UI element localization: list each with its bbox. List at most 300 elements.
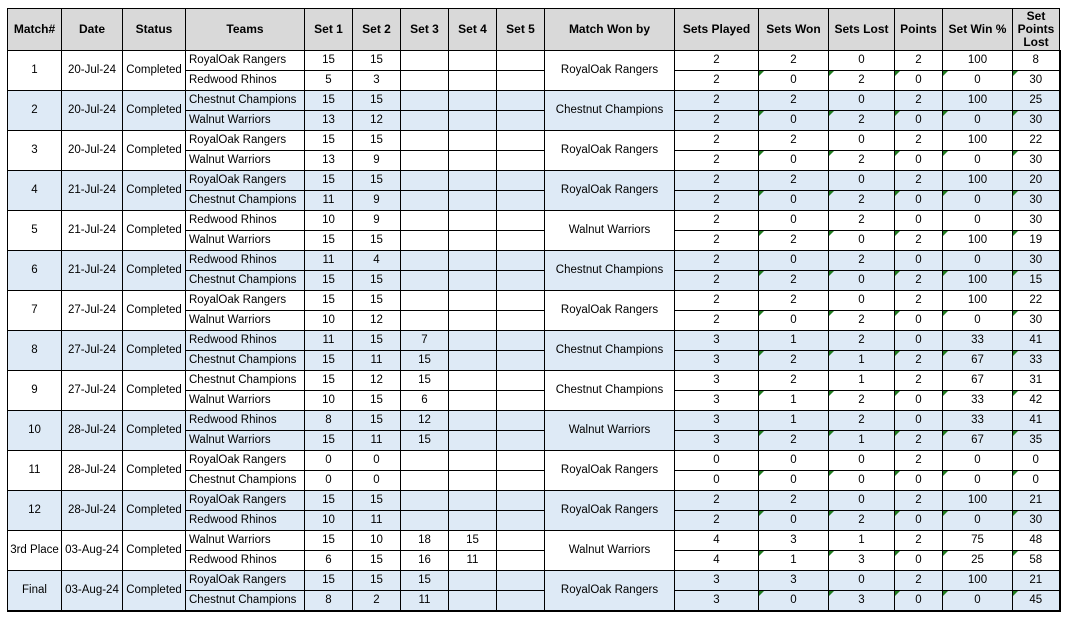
set-score-cell[interactable] — [497, 251, 545, 271]
set-score-cell[interactable] — [497, 171, 545, 191]
sets-played-cell[interactable]: 2 — [675, 311, 759, 331]
set-score-cell[interactable]: 11 — [353, 351, 401, 371]
sets-lost-cell[interactable]: 2 — [829, 331, 895, 351]
match-number-cell[interactable]: 2 — [8, 91, 62, 131]
set-win-pct-cell[interactable]: 67 — [943, 351, 1013, 371]
set-score-cell[interactable] — [449, 91, 497, 111]
set-score-cell[interactable] — [449, 271, 497, 291]
match-status-cell[interactable]: Completed — [123, 491, 186, 531]
sets-played-cell[interactable]: 2 — [675, 211, 759, 231]
set-score-cell[interactable]: 15 — [401, 371, 449, 391]
set-score-cell[interactable]: 3 — [353, 71, 401, 91]
points-cell[interactable]: 2 — [895, 51, 943, 71]
set-score-cell[interactable] — [497, 231, 545, 251]
set-score-cell[interactable]: 15 — [305, 431, 353, 451]
match-date-cell[interactable]: 27-Jul-24 — [62, 291, 123, 331]
set-score-cell[interactable] — [401, 491, 449, 511]
set-score-cell[interactable]: 0 — [305, 451, 353, 471]
match-winner-cell[interactable]: Chestnut Champions — [545, 91, 675, 131]
match-date-cell[interactable]: 28-Jul-24 — [62, 491, 123, 531]
sets-won-cell[interactable]: 3 — [759, 531, 829, 551]
match-status-cell[interactable]: Completed — [123, 371, 186, 411]
column-header-date[interactable]: Date — [62, 9, 123, 51]
column-header-match[interactable]: Match# — [8, 9, 62, 51]
set-score-cell[interactable] — [497, 531, 545, 551]
set-win-pct-cell[interactable]: 100 — [943, 291, 1013, 311]
sets-played-cell[interactable]: 3 — [675, 331, 759, 351]
set-points-lost-cell[interactable]: 41 — [1013, 331, 1060, 351]
sets-played-cell[interactable]: 3 — [675, 391, 759, 411]
points-cell[interactable]: 2 — [895, 571, 943, 591]
set-score-cell[interactable]: 15 — [305, 51, 353, 71]
set-points-lost-cell[interactable]: 30 — [1013, 511, 1060, 531]
sets-lost-cell[interactable]: 2 — [829, 251, 895, 271]
match-date-cell[interactable]: 21-Jul-24 — [62, 211, 123, 251]
match-date-cell[interactable]: 28-Jul-24 — [62, 411, 123, 451]
points-cell[interactable]: 0 — [895, 211, 943, 231]
sets-lost-cell[interactable]: 0 — [829, 451, 895, 471]
set-win-pct-cell[interactable]: 33 — [943, 391, 1013, 411]
sets-lost-cell[interactable]: 2 — [829, 211, 895, 231]
points-cell[interactable]: 0 — [895, 511, 943, 531]
match-status-cell[interactable]: Completed — [123, 531, 186, 571]
set-score-cell[interactable] — [401, 291, 449, 311]
team-name-cell[interactable]: Walnut Warriors — [186, 431, 305, 451]
set-score-cell[interactable]: 8 — [305, 591, 353, 612]
sets-won-cell[interactable]: 1 — [759, 331, 829, 351]
sets-played-cell[interactable]: 3 — [675, 571, 759, 591]
points-cell[interactable]: 2 — [895, 351, 943, 371]
team-name-cell[interactable]: Walnut Warriors — [186, 151, 305, 171]
team-name-cell[interactable]: Walnut Warriors — [186, 531, 305, 551]
set-score-cell[interactable]: 15 — [305, 571, 353, 591]
set-score-cell[interactable] — [401, 151, 449, 171]
set-win-pct-cell[interactable]: 33 — [943, 331, 1013, 351]
sets-played-cell[interactable]: 3 — [675, 411, 759, 431]
sets-played-cell[interactable]: 4 — [675, 531, 759, 551]
set-score-cell[interactable] — [497, 311, 545, 331]
team-name-cell[interactable]: Chestnut Champions — [186, 591, 305, 612]
set-score-cell[interactable]: 11 — [401, 591, 449, 612]
set-score-cell[interactable] — [401, 191, 449, 211]
sets-lost-cell[interactable]: 0 — [829, 291, 895, 311]
sets-won-cell[interactable]: 0 — [759, 111, 829, 131]
set-score-cell[interactable]: 12 — [353, 111, 401, 131]
set-score-cell[interactable]: 12 — [353, 311, 401, 331]
set-score-cell[interactable] — [401, 131, 449, 151]
team-name-cell[interactable]: Walnut Warriors — [186, 311, 305, 331]
set-win-pct-cell[interactable]: 100 — [943, 51, 1013, 71]
set-win-pct-cell[interactable]: 0 — [943, 471, 1013, 491]
set-points-lost-cell[interactable]: 30 — [1013, 71, 1060, 91]
points-cell[interactable]: 2 — [895, 491, 943, 511]
sets-played-cell[interactable]: 2 — [675, 171, 759, 191]
set-score-cell[interactable] — [449, 111, 497, 131]
set-points-lost-cell[interactable]: 30 — [1013, 211, 1060, 231]
sets-played-cell[interactable]: 2 — [675, 71, 759, 91]
set-score-cell[interactable]: 5 — [305, 71, 353, 91]
sets-lost-cell[interactable]: 0 — [829, 51, 895, 71]
set-score-cell[interactable]: 2 — [353, 591, 401, 612]
set-win-pct-cell[interactable]: 75 — [943, 531, 1013, 551]
set-win-pct-cell[interactable]: 0 — [943, 151, 1013, 171]
team-name-cell[interactable]: Chestnut Champions — [186, 351, 305, 371]
match-number-cell[interactable]: 7 — [8, 291, 62, 331]
set-score-cell[interactable] — [497, 211, 545, 231]
set-win-pct-cell[interactable]: 100 — [943, 231, 1013, 251]
set-score-cell[interactable] — [401, 271, 449, 291]
sets-won-cell[interactable]: 1 — [759, 391, 829, 411]
set-score-cell[interactable] — [401, 91, 449, 111]
sets-won-cell[interactable]: 2 — [759, 491, 829, 511]
set-score-cell[interactable]: 15 — [353, 331, 401, 351]
set-win-pct-cell[interactable]: 100 — [943, 131, 1013, 151]
sets-won-cell[interactable]: 2 — [759, 91, 829, 111]
points-cell[interactable]: 2 — [895, 231, 943, 251]
match-date-cell[interactable]: 27-Jul-24 — [62, 371, 123, 411]
points-cell[interactable]: 0 — [895, 151, 943, 171]
set-points-lost-cell[interactable]: 58 — [1013, 551, 1060, 571]
set-win-pct-cell[interactable]: 0 — [943, 451, 1013, 471]
team-name-cell[interactable]: Redwood Rhinos — [186, 71, 305, 91]
column-header-set-1[interactable]: Set 1 — [305, 9, 353, 51]
set-win-pct-cell[interactable]: 0 — [943, 311, 1013, 331]
set-score-cell[interactable]: 15 — [305, 231, 353, 251]
set-win-pct-cell[interactable]: 33 — [943, 411, 1013, 431]
sets-won-cell[interactable]: 0 — [759, 591, 829, 612]
set-score-cell[interactable] — [401, 231, 449, 251]
set-score-cell[interactable]: 0 — [305, 471, 353, 491]
team-name-cell[interactable]: RoyalOak Rangers — [186, 51, 305, 71]
points-cell[interactable]: 0 — [895, 111, 943, 131]
set-score-cell[interactable]: 16 — [401, 551, 449, 571]
set-score-cell[interactable]: 13 — [305, 111, 353, 131]
set-win-pct-cell[interactable]: 100 — [943, 571, 1013, 591]
set-score-cell[interactable]: 11 — [305, 191, 353, 211]
set-win-pct-cell[interactable]: 0 — [943, 591, 1013, 612]
sets-lost-cell[interactable]: 1 — [829, 431, 895, 451]
match-winner-cell[interactable]: Chestnut Champions — [545, 371, 675, 411]
set-score-cell[interactable] — [449, 51, 497, 71]
sets-played-cell[interactable]: 2 — [675, 231, 759, 251]
sets-lost-cell[interactable]: 2 — [829, 391, 895, 411]
sets-lost-cell[interactable]: 3 — [829, 551, 895, 571]
column-header-sets-lost[interactable]: Sets Lost — [829, 9, 895, 51]
set-score-cell[interactable]: 11 — [305, 251, 353, 271]
set-score-cell[interactable] — [449, 571, 497, 591]
match-number-cell[interactable]: 10 — [8, 411, 62, 451]
sets-lost-cell[interactable]: 0 — [829, 571, 895, 591]
team-name-cell[interactable]: Walnut Warriors — [186, 391, 305, 411]
set-score-cell[interactable] — [497, 451, 545, 471]
match-number-cell[interactable]: 11 — [8, 451, 62, 491]
set-score-cell[interactable]: 15 — [353, 551, 401, 571]
sets-lost-cell[interactable]: 2 — [829, 71, 895, 91]
match-date-cell[interactable]: 21-Jul-24 — [62, 251, 123, 291]
set-points-lost-cell[interactable]: 30 — [1013, 111, 1060, 131]
set-score-cell[interactable]: 9 — [353, 191, 401, 211]
set-score-cell[interactable]: 8 — [305, 411, 353, 431]
set-score-cell[interactable]: 15 — [305, 271, 353, 291]
sets-lost-cell[interactable]: 1 — [829, 351, 895, 371]
set-win-pct-cell[interactable]: 0 — [943, 211, 1013, 231]
sets-lost-cell[interactable]: 0 — [829, 231, 895, 251]
set-score-cell[interactable]: 9 — [353, 151, 401, 171]
sets-played-cell[interactable]: 3 — [675, 351, 759, 371]
match-number-cell[interactable]: 3 — [8, 131, 62, 171]
sets-played-cell[interactable]: 0 — [675, 451, 759, 471]
set-score-cell[interactable]: 15 — [401, 431, 449, 451]
set-score-cell[interactable] — [401, 171, 449, 191]
set-score-cell[interactable] — [449, 211, 497, 231]
set-score-cell[interactable] — [449, 411, 497, 431]
match-date-cell[interactable]: 03-Aug-24 — [62, 571, 123, 612]
sets-won-cell[interactable]: 0 — [759, 311, 829, 331]
set-score-cell[interactable] — [497, 551, 545, 571]
column-header-set-points-lost[interactable]: Set Points Lost — [1013, 9, 1060, 51]
set-win-pct-cell[interactable]: 100 — [943, 91, 1013, 111]
set-score-cell[interactable]: 15 — [401, 571, 449, 591]
set-score-cell[interactable]: 12 — [401, 411, 449, 431]
match-status-cell[interactable]: Completed — [123, 91, 186, 131]
match-winner-cell[interactable]: Walnut Warriors — [545, 411, 675, 451]
sets-won-cell[interactable]: 0 — [759, 451, 829, 471]
sets-lost-cell[interactable]: 1 — [829, 531, 895, 551]
sets-won-cell[interactable]: 0 — [759, 71, 829, 91]
set-win-pct-cell[interactable]: 100 — [943, 271, 1013, 291]
set-score-cell[interactable]: 15 — [305, 131, 353, 151]
set-score-cell[interactable] — [497, 351, 545, 371]
set-win-pct-cell[interactable]: 0 — [943, 251, 1013, 271]
set-score-cell[interactable]: 15 — [401, 351, 449, 371]
set-score-cell[interactable]: 15 — [305, 291, 353, 311]
set-score-cell[interactable]: 18 — [401, 531, 449, 551]
match-winner-cell[interactable]: RoyalOak Rangers — [545, 171, 675, 211]
set-score-cell[interactable]: 10 — [305, 511, 353, 531]
set-win-pct-cell[interactable]: 100 — [943, 491, 1013, 511]
sets-lost-cell[interactable]: 2 — [829, 511, 895, 531]
sets-won-cell[interactable]: 0 — [759, 151, 829, 171]
match-date-cell[interactable]: 20-Jul-24 — [62, 131, 123, 171]
set-score-cell[interactable]: 15 — [353, 271, 401, 291]
set-score-cell[interactable]: 10 — [353, 531, 401, 551]
set-score-cell[interactable]: 15 — [353, 51, 401, 71]
set-score-cell[interactable] — [497, 511, 545, 531]
set-points-lost-cell[interactable]: 30 — [1013, 251, 1060, 271]
team-name-cell[interactable]: RoyalOak Rangers — [186, 571, 305, 591]
match-status-cell[interactable]: Completed — [123, 171, 186, 211]
set-score-cell[interactable] — [497, 471, 545, 491]
sets-won-cell[interactable]: 0 — [759, 511, 829, 531]
set-score-cell[interactable] — [497, 91, 545, 111]
match-winner-cell[interactable]: RoyalOak Rangers — [545, 571, 675, 612]
match-winner-cell[interactable]: RoyalOak Rangers — [545, 491, 675, 531]
sets-lost-cell[interactable]: 2 — [829, 411, 895, 431]
set-score-cell[interactable]: 11 — [353, 511, 401, 531]
sets-played-cell[interactable]: 2 — [675, 51, 759, 71]
team-name-cell[interactable]: Redwood Rhinos — [186, 331, 305, 351]
sets-won-cell[interactable]: 3 — [759, 571, 829, 591]
points-cell[interactable]: 0 — [895, 191, 943, 211]
set-score-cell[interactable] — [497, 131, 545, 151]
match-number-cell[interactable]: 12 — [8, 491, 62, 531]
sets-lost-cell[interactable]: 0 — [829, 471, 895, 491]
match-status-cell[interactable]: Completed — [123, 571, 186, 612]
set-score-cell[interactable] — [401, 71, 449, 91]
set-score-cell[interactable] — [449, 251, 497, 271]
column-header-set-4[interactable]: Set 4 — [449, 9, 497, 51]
match-winner-cell[interactable]: Chestnut Champions — [545, 251, 675, 291]
set-points-lost-cell[interactable]: 22 — [1013, 291, 1060, 311]
team-name-cell[interactable]: Chestnut Champions — [186, 91, 305, 111]
set-score-cell[interactable]: 11 — [353, 431, 401, 451]
set-win-pct-cell[interactable]: 0 — [943, 71, 1013, 91]
sets-played-cell[interactable]: 2 — [675, 491, 759, 511]
set-score-cell[interactable] — [497, 271, 545, 291]
sets-won-cell[interactable]: 2 — [759, 51, 829, 71]
set-score-cell[interactable]: 0 — [353, 451, 401, 471]
set-score-cell[interactable]: 6 — [401, 391, 449, 411]
sets-played-cell[interactable]: 4 — [675, 551, 759, 571]
column-header-set-3[interactable]: Set 3 — [401, 9, 449, 51]
match-status-cell[interactable]: Completed — [123, 131, 186, 171]
column-header-sets-won[interactable]: Sets Won — [759, 9, 829, 51]
set-score-cell[interactable] — [497, 331, 545, 351]
points-cell[interactable]: 0 — [895, 591, 943, 612]
set-score-cell[interactable] — [497, 571, 545, 591]
sets-won-cell[interactable]: 2 — [759, 131, 829, 151]
sets-won-cell[interactable]: 2 — [759, 351, 829, 371]
points-cell[interactable]: 2 — [895, 171, 943, 191]
sets-played-cell[interactable]: 2 — [675, 111, 759, 131]
sets-won-cell[interactable]: 2 — [759, 271, 829, 291]
sets-lost-cell[interactable]: 0 — [829, 271, 895, 291]
set-score-cell[interactable]: 15 — [305, 171, 353, 191]
sets-won-cell[interactable]: 0 — [759, 471, 829, 491]
set-score-cell[interactable]: 15 — [305, 531, 353, 551]
set-score-cell[interactable]: 11 — [305, 331, 353, 351]
set-score-cell[interactable] — [497, 51, 545, 71]
sets-played-cell[interactable]: 2 — [675, 511, 759, 531]
set-points-lost-cell[interactable]: 15 — [1013, 271, 1060, 291]
set-score-cell[interactable] — [449, 231, 497, 251]
team-name-cell[interactable]: RoyalOak Rangers — [186, 171, 305, 191]
sets-played-cell[interactable]: 2 — [675, 151, 759, 171]
set-score-cell[interactable]: 15 — [353, 171, 401, 191]
match-status-cell[interactable]: Completed — [123, 211, 186, 251]
team-name-cell[interactable]: Chestnut Champions — [186, 471, 305, 491]
column-header-set-2[interactable]: Set 2 — [353, 9, 401, 51]
sets-played-cell[interactable]: 0 — [675, 471, 759, 491]
sets-played-cell[interactable]: 3 — [675, 591, 759, 612]
set-score-cell[interactable]: 11 — [449, 551, 497, 571]
set-score-cell[interactable] — [497, 291, 545, 311]
set-score-cell[interactable]: 7 — [401, 331, 449, 351]
set-score-cell[interactable] — [449, 511, 497, 531]
match-number-cell[interactable]: 3rd Place — [8, 531, 62, 571]
set-points-lost-cell[interactable]: 21 — [1013, 491, 1060, 511]
sets-won-cell[interactable]: 1 — [759, 411, 829, 431]
sets-won-cell[interactable]: 2 — [759, 171, 829, 191]
set-score-cell[interactable]: 10 — [305, 391, 353, 411]
set-points-lost-cell[interactable]: 35 — [1013, 431, 1060, 451]
set-points-lost-cell[interactable]: 48 — [1013, 531, 1060, 551]
set-win-pct-cell[interactable]: 100 — [943, 171, 1013, 191]
points-cell[interactable]: 0 — [895, 551, 943, 571]
set-score-cell[interactable]: 13 — [305, 151, 353, 171]
column-header-sets-played[interactable]: Sets Played — [675, 9, 759, 51]
set-score-cell[interactable]: 15 — [305, 491, 353, 511]
points-cell[interactable]: 0 — [895, 391, 943, 411]
set-score-cell[interactable] — [449, 471, 497, 491]
set-score-cell[interactable] — [401, 511, 449, 531]
set-score-cell[interactable] — [497, 431, 545, 451]
set-points-lost-cell[interactable]: 30 — [1013, 311, 1060, 331]
match-number-cell[interactable]: 6 — [8, 251, 62, 291]
sets-won-cell[interactable]: 2 — [759, 431, 829, 451]
team-name-cell[interactable]: RoyalOak Rangers — [186, 131, 305, 151]
team-name-cell[interactable]: Walnut Warriors — [186, 231, 305, 251]
sets-won-cell[interactable]: 2 — [759, 371, 829, 391]
match-number-cell[interactable]: 8 — [8, 331, 62, 371]
set-win-pct-cell[interactable]: 67 — [943, 371, 1013, 391]
sets-won-cell[interactable]: 2 — [759, 231, 829, 251]
set-score-cell[interactable] — [449, 311, 497, 331]
sets-lost-cell[interactable]: 2 — [829, 191, 895, 211]
sets-lost-cell[interactable]: 3 — [829, 591, 895, 612]
points-cell[interactable]: 2 — [895, 291, 943, 311]
match-winner-cell[interactable]: RoyalOak Rangers — [545, 451, 675, 491]
match-date-cell[interactable]: 21-Jul-24 — [62, 171, 123, 211]
team-name-cell[interactable]: Redwood Rhinos — [186, 551, 305, 571]
sets-played-cell[interactable]: 3 — [675, 431, 759, 451]
match-date-cell[interactable]: 20-Jul-24 — [62, 91, 123, 131]
sets-lost-cell[interactable]: 0 — [829, 171, 895, 191]
points-cell[interactable]: 0 — [895, 471, 943, 491]
sets-won-cell[interactable]: 0 — [759, 211, 829, 231]
set-score-cell[interactable] — [497, 71, 545, 91]
points-cell[interactable]: 2 — [895, 431, 943, 451]
set-win-pct-cell[interactable]: 0 — [943, 511, 1013, 531]
set-score-cell[interactable]: 10 — [305, 211, 353, 231]
sets-lost-cell[interactable]: 0 — [829, 131, 895, 151]
set-points-lost-cell[interactable]: 41 — [1013, 411, 1060, 431]
sets-played-cell[interactable]: 2 — [675, 291, 759, 311]
set-score-cell[interactable]: 15 — [353, 391, 401, 411]
column-header-points[interactable]: Points — [895, 9, 943, 51]
sets-lost-cell[interactable]: 0 — [829, 491, 895, 511]
set-points-lost-cell[interactable]: 22 — [1013, 131, 1060, 151]
points-cell[interactable]: 0 — [895, 331, 943, 351]
set-points-lost-cell[interactable]: 30 — [1013, 191, 1060, 211]
set-points-lost-cell[interactable]: 0 — [1013, 471, 1060, 491]
team-name-cell[interactable]: Walnut Warriors — [186, 111, 305, 131]
sets-lost-cell[interactable]: 2 — [829, 111, 895, 131]
match-status-cell[interactable]: Completed — [123, 411, 186, 451]
set-score-cell[interactable] — [449, 371, 497, 391]
set-score-cell[interactable]: 15 — [305, 351, 353, 371]
set-score-cell[interactable] — [449, 451, 497, 471]
set-points-lost-cell[interactable]: 8 — [1013, 51, 1060, 71]
points-cell[interactable]: 2 — [895, 531, 943, 551]
team-name-cell[interactable]: Redwood Rhinos — [186, 511, 305, 531]
match-number-cell[interactable]: 9 — [8, 371, 62, 411]
sets-played-cell[interactable]: 2 — [675, 271, 759, 291]
set-score-cell[interactable] — [449, 291, 497, 311]
match-date-cell[interactable]: 28-Jul-24 — [62, 451, 123, 491]
points-cell[interactable]: 0 — [895, 71, 943, 91]
team-name-cell[interactable]: Chestnut Champions — [186, 271, 305, 291]
